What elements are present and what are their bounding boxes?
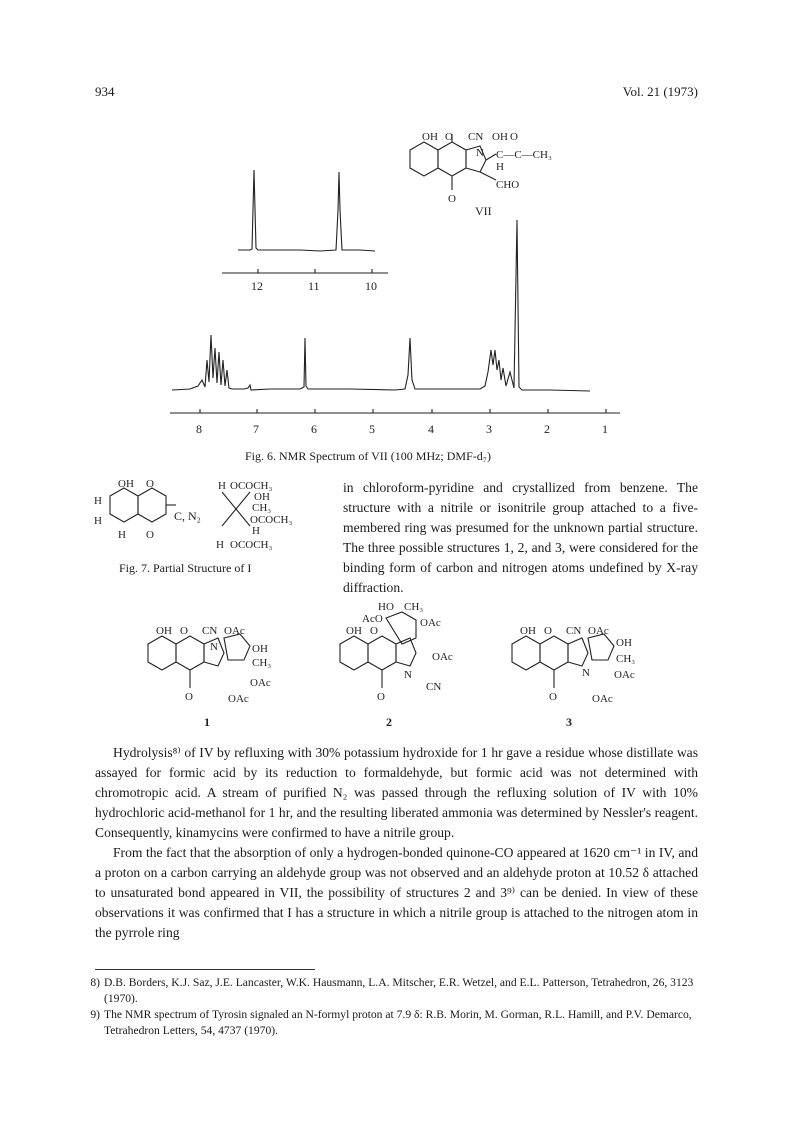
vii-cn: CN	[468, 131, 484, 143]
fig7-ococh3-2: OCOCH₃	[250, 514, 293, 526]
main-tick-7: 7	[253, 422, 259, 436]
fig7-oh: OH	[118, 478, 134, 490]
footnote-9	[78, 1007, 700, 1039]
s1-oac2: OAc	[250, 677, 271, 689]
structures-figure	[140, 598, 660, 733]
s2-n: N	[404, 669, 412, 681]
fig7-h-bot: H	[216, 539, 224, 551]
footnote-number: 8)	[90, 976, 100, 989]
vii-o1: O	[445, 131, 453, 143]
fig7-ch3: CH₃	[252, 502, 272, 514]
s2-o2: O	[377, 691, 385, 703]
volume-label: Vol. 21 (1973)	[622, 84, 698, 99]
fig7-ococh3-3: OCOCH₃	[230, 539, 273, 551]
main-tick-5: 5	[369, 422, 375, 436]
page-number: 934	[95, 84, 115, 99]
fig7-h3: H	[118, 529, 126, 541]
s3-o2: O	[549, 691, 557, 703]
structure-label-2: 2	[386, 715, 392, 729]
vii-chain: C—C—CH₃	[496, 149, 552, 161]
main-tick-4: 4	[428, 422, 434, 436]
body-text	[95, 743, 698, 943]
s3-n: N	[582, 667, 590, 679]
s2-ch3: CH₃	[404, 601, 424, 613]
vii-oh2: OH	[492, 131, 508, 143]
s3-oac1: OAc	[588, 625, 609, 637]
inset-spectrum-trace	[238, 170, 375, 251]
s2-cn: CN	[426, 681, 442, 693]
vii-h: H	[496, 161, 504, 173]
s1-ch3: CH₃	[252, 657, 272, 669]
fig7-h-mid: H	[252, 525, 260, 537]
s2-oac2: OAc	[432, 651, 453, 663]
s3-cn: CN	[566, 625, 582, 637]
s1-oh2: OH	[252, 643, 268, 655]
vii-n: N	[476, 147, 484, 159]
main-spectrum-trace	[172, 220, 590, 391]
fig7-h-top: H	[218, 480, 226, 492]
s3-ch3: CH₃	[616, 653, 636, 665]
main-tick-8: 8	[196, 422, 202, 436]
structure-label-1: 1	[204, 715, 210, 729]
structure-label-3: 3	[566, 715, 572, 729]
s2-oac1: OAc	[420, 617, 441, 629]
s2-ho: HO	[378, 601, 394, 613]
fig7-cn2: C, N₂	[174, 509, 201, 523]
paragraph-absorption: From the fact that the absorption of only a hydrogen-bonded quinone-CO appeared at 1620 cm⁻¹ in IV, and a proton on a carbon carrying an aldehyde group was not observed and an aldehyde proton at 10.52 δ attached to unsaturated bond appeared in VII, the possibility of structures 2 and 3⁹⁾ can be denied. In view of these observations it was confirmed that I has a structure in which a nitrile group is attached to the nitrogen atom in the pyrrole ring	[95, 845, 698, 940]
s1-oac3: OAc	[228, 693, 249, 705]
s2-o: O	[370, 625, 378, 637]
main-tick-2: 2	[544, 422, 550, 436]
footnote-text: The NMR spectrum of Tyrosin signaled an N-formyl proton at 7.9 δ: R.B. Morin, M. Gorman, R.L. Hamill, and P.V. Demarco, Tetrahedron Letters, 54, 4737 (1970).	[104, 1008, 692, 1037]
inset-tick-12: 12	[251, 279, 263, 293]
s2-oh: OH	[346, 625, 362, 637]
footnote-text: D.B. Borders, K.J. Saz, J.E. Lancaster, W.K. Hausmann, L.A. Mitscher, E.R. Wetzel, and E.L. Patterson, Tetrahedron, 26, 3123 (1970).	[104, 976, 694, 1005]
paragraph-hydrolysis: Hydrolysis⁸⁾ of IV by refluxing with 30% potassium hydroxide for 1 hr gave a residue whose distillate was assayed for formic acid by its reduction to formaldehyde, but formic acid was not determined with chromotropic acid. A stream of purified N₂ was passed through the refluxing solution of IV with 10% hydrochloric acid-methanol for 1 hr, and the resulting liberated ammonia was determined by Nessler's reagent. Consequently, kinamycins were confirmed to have a nitrile group.	[95, 745, 698, 840]
inset-tick-11: 11	[308, 279, 320, 293]
fig7-oh2: OH	[254, 491, 270, 503]
s3-oac2: OAc	[614, 669, 635, 681]
main-tick-1: 1	[602, 422, 608, 436]
s1-o2: O	[185, 691, 193, 703]
s1-oh: OH	[156, 625, 172, 637]
footnote-8	[78, 975, 700, 1007]
fig7-h2: H	[94, 515, 102, 527]
s3-oac3: OAc	[592, 693, 613, 705]
vii-o3: O	[448, 193, 456, 205]
nmr-spectrum-figure	[150, 110, 630, 455]
inset-tick-10: 10	[365, 279, 377, 293]
fig7-h1: H	[94, 495, 102, 507]
s1-o: O	[180, 625, 188, 637]
footnote-divider	[95, 969, 315, 970]
figure6-caption: Fig. 6. NMR Spectrum of VII (100 MHz; DMF-d₇)	[245, 449, 491, 463]
main-tick-3: 3	[486, 422, 492, 436]
s3-oh: OH	[520, 625, 536, 637]
fig7-ococh3-1: OCOCH₃	[230, 480, 273, 492]
s1-oac1: OAc	[224, 625, 245, 637]
vii-oh1: OH	[422, 131, 438, 143]
fig7-o: O	[146, 478, 154, 490]
intro-paragraph: in chloroform-pyridine and crystallized from benzene. The structure with a nitrile or isonitrile group attached to a five-membered ring was presumed for the unknown partial structure. The three possible structures 1, 2, and 3, were considered for the binding form of carbon and nitrogen atoms undefined by X-ray diffraction.	[343, 480, 698, 595]
s1-n: N	[210, 641, 218, 653]
vii-label: VII	[475, 204, 492, 218]
vii-cho: CHO	[496, 179, 520, 191]
fig7-o2: O	[146, 529, 154, 541]
partial-structure-figure	[90, 478, 330, 560]
figure7-caption: Fig. 7. Partial Structure of I	[119, 561, 252, 575]
s1-cn: CN	[202, 625, 218, 637]
footnote-number: 9)	[90, 1008, 100, 1021]
vii-o2: O	[510, 131, 518, 143]
s3-oh2: OH	[616, 637, 632, 649]
footnotes	[78, 975, 700, 1039]
main-tick-6: 6	[311, 422, 317, 436]
s2-aco: AcO	[362, 613, 383, 625]
s3-o: O	[544, 625, 552, 637]
